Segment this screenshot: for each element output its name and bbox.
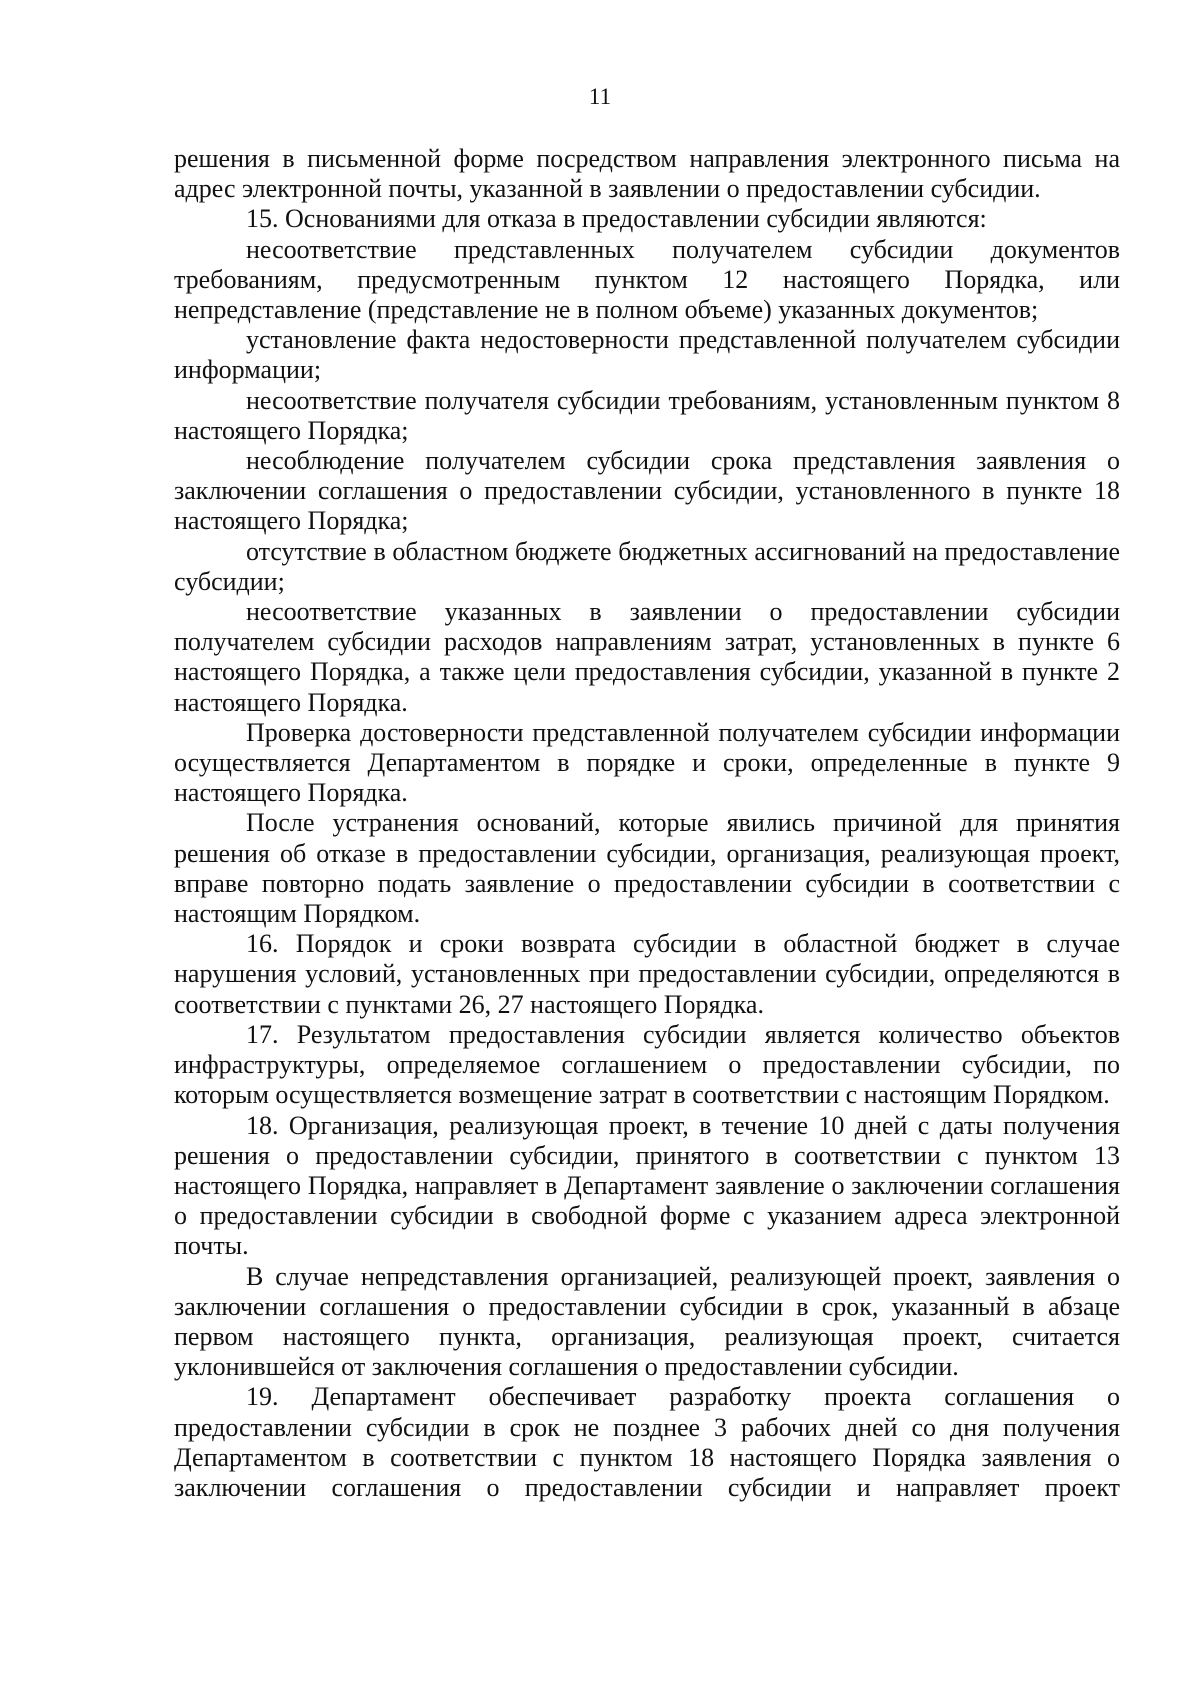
paragraph-item-19: 19. Департамент обеспечивает разработку проекта соглашения о предоставлении субсидии в срок не позднее 3 рабочих дней со дня получения Департаментом в соответствии с пунктом 18 настоящего Порядка заявления о заключении соглашения о предоставлении субсидии и направляет проект: [174, 1382, 1120, 1502]
paragraph-ground-unreliable-info: установление факта недостоверности представленной получателем субсидии информации;: [174, 325, 1120, 385]
page-number: 11: [588, 84, 612, 109]
paragraph-ground-expenses: несоответствие указанных в заявлении о предоставлении субсидии получателем субсидии расходов направлениям затрат, установленных в пункте 6 настоящего Порядка, а также цели предоставления субсидии, указанной в пункте 2 настоящего Порядка.: [174, 597, 1120, 717]
paragraph-ground-documents: несоответствие представленных получателем субсидии документов требованиям, предусмотренным пунктом 12 настоящего Порядка, или непредставление (представление не в полном объеме) указанных документов;: [174, 234, 1120, 325]
paragraph-continuation: решения в письменной форме посредством направления электронного письма на адрес электронной почты, указанной в заявлении о предоставлении субсидии.: [174, 144, 1120, 204]
paragraph-ground-budget: отсутствие в областном бюджете бюджетных ассигнований на предоставление субсидии;: [174, 536, 1120, 596]
paragraph-resubmission: После устранения оснований, которые явились причиной для принятия решения об отказе в предоставлении субсидии, организация, реализующая проект, вправе повторно подать заявление о предоставлении субсидии в соответствии с настоящим Порядком.: [174, 808, 1120, 929]
paragraph-item-18: 18. Организация, реализующая проект, в течение 10 дней с даты получения решения о предоставлении субсидии, принятого в соответствии с пунктом 13 настоящего Порядка, направляет в Департамент заявление о заключении соглашения о предоставлении субсидии в свободной форме с указанием адреса электронной почты.: [174, 1110, 1120, 1261]
paragraph-ground-requirements: несоответствие получателя субсидии требованиям, установленным пунктом 8 настоящего Порядка;: [174, 385, 1120, 445]
paragraph-verification: Проверка достоверности представленной получателем субсидии информации осуществляется Департаментом в порядке и сроки, определенные в пункте 9 настоящего Порядка.: [174, 717, 1120, 808]
document-body: [174, 144, 1120, 1503]
paragraph-item-16: 16. Порядок и сроки возврата субсидии в областной бюджет в случае нарушения условий, установленных при предоставлении субсидии, определяются в соответствии с пунктами 26, 27 настоящего Порядка.: [174, 929, 1120, 1019]
paragraph-item-17: 17. Результатом предоставления субсидии является количество объектов инфраструктуры, определяемое соглашением о предоставлении субсидии, по которым осуществляется возмещение затрат в соответствии с настоящим Порядком.: [174, 1019, 1120, 1110]
paragraph-non-submission: В случае непредставления организацией, реализующей проект, заявления о заключении соглашения о предоставлении субсидии в срок, указанный в абзаце первом настоящего пункта, организация, реализующая проект, считается уклонившейся от заключения соглашения о предоставлении субсидии.: [174, 1261, 1120, 1382]
paragraph-item-15: 15. Основаниями для отказа в предоставлении субсидии являются:: [246, 204, 987, 234]
paragraph-ground-deadline: несоблюдение получателем субсидии срока представления заявления о заключении соглашения о предоставлении субсидии, установленного в пункте 18 настоящего Порядка;: [174, 446, 1120, 536]
